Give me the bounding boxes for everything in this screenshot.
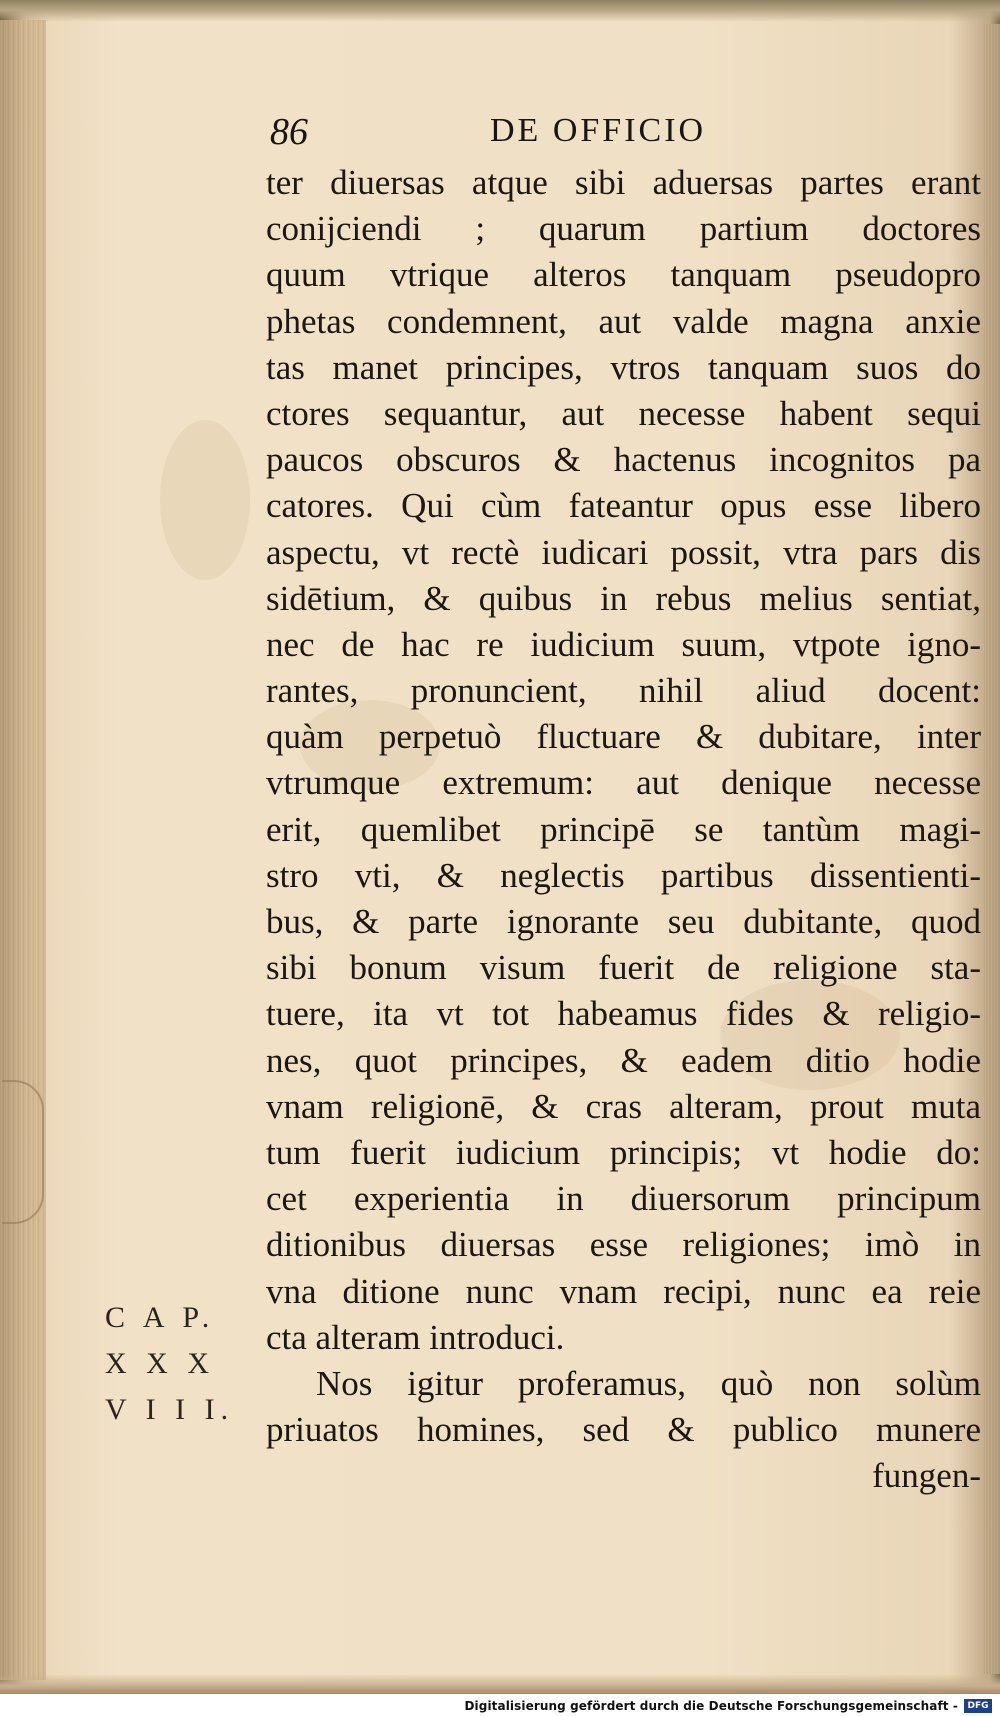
binding-clasp-mark bbox=[2, 1080, 44, 1224]
text-line: paucos obscuros & hactenus incognitos pa bbox=[266, 440, 981, 480]
page-stack-left-edge bbox=[0, 20, 46, 1680]
text-line: cet experientia in diuersorum principum bbox=[266, 1179, 981, 1219]
text-line: aspectu, vt rectè iudicari possit, vtra pars dis bbox=[266, 532, 981, 572]
text-line: priuatos homines, sed & publico munere bbox=[266, 1410, 981, 1450]
dfg-logo: DFG bbox=[964, 1699, 992, 1713]
text-line: quum vtrique alteros tanquam pseudopro bbox=[266, 255, 981, 295]
text-line: ctores sequantur, aut necesse habent sequi bbox=[266, 393, 981, 433]
text-line: phetas condemnent, aut valde magna anxie bbox=[266, 301, 981, 341]
text-line: catores. Qui cùm fateantur opus esse libero bbox=[266, 486, 981, 526]
body-text bbox=[266, 160, 981, 1499]
text-line: nec de hac re iudicium suum, vtpote igno- bbox=[266, 624, 981, 664]
page-number: 86 bbox=[270, 111, 308, 153]
text-line: tuere, ita vt tot habeamus fides & religio- bbox=[266, 994, 981, 1034]
margin-note-line: X X X bbox=[105, 1347, 215, 1380]
text-line: quàm perpetuò fluctuare & dubitare, inter bbox=[266, 717, 981, 757]
text-line: stro vti, & neglectis partibus dissentienti- bbox=[266, 855, 981, 895]
running-head: DE OFFICIO bbox=[490, 112, 707, 149]
page-header bbox=[270, 110, 750, 160]
margin-note-line: C A P. bbox=[105, 1301, 216, 1334]
text-line: ter diuersas atque sibi aduersas partes erant bbox=[266, 163, 981, 202]
text-line: ditionibus diuersas esse religiones; imò in bbox=[266, 1225, 981, 1265]
text-line: bus, & parte ignorante seu dubitante, quod bbox=[266, 902, 981, 941]
text-line: vnam religionē, & cras alteram, prout muta bbox=[266, 1086, 981, 1126]
catchword: fungen- bbox=[872, 1456, 981, 1496]
text-line: cta alteram introduci. bbox=[266, 1317, 565, 1357]
book-top-edge bbox=[0, 0, 1000, 22]
paper-stain bbox=[160, 420, 250, 580]
text-line: erit, quemlibet principē se tantùm magi- bbox=[266, 809, 981, 849]
text-line: sibi bonum visum fuerit de religione sta- bbox=[266, 948, 981, 988]
chapter-margin-note bbox=[105, 1295, 265, 1433]
page-stack-right-edge bbox=[984, 24, 1000, 1674]
text-line: Nos igitur proferamus, quò non solùm bbox=[316, 1363, 981, 1403]
text-line: tum fuerit iudicium principis; vt hodie do: bbox=[266, 1132, 981, 1172]
text-line: vtrumque extremum: aut denique necesse bbox=[266, 763, 981, 803]
footer-credit: Digitalisierung gefördert durch die Deutsche Forschungsgemeinschaft - bbox=[464, 1699, 958, 1713]
text-line: tas manet principes, vtros tanquam suos do bbox=[266, 347, 981, 387]
text-line: rantes, pronuncient, nihil aliud docent: bbox=[266, 671, 981, 711]
book-bottom-edge bbox=[0, 1674, 1000, 1694]
text-line: nes, quot principes, & eadem ditio hodie bbox=[266, 1040, 981, 1080]
margin-note-line: V I I I. bbox=[105, 1393, 235, 1426]
text-line: vna ditione nunc vnam recipi, nunc ea reie bbox=[266, 1271, 981, 1311]
text-line: sidētium, & quibus in rebus melius sentiat, bbox=[266, 578, 981, 618]
text-line: conijciendi ; quarum partium doctores bbox=[266, 209, 981, 249]
digitization-footer bbox=[0, 1694, 1000, 1716]
